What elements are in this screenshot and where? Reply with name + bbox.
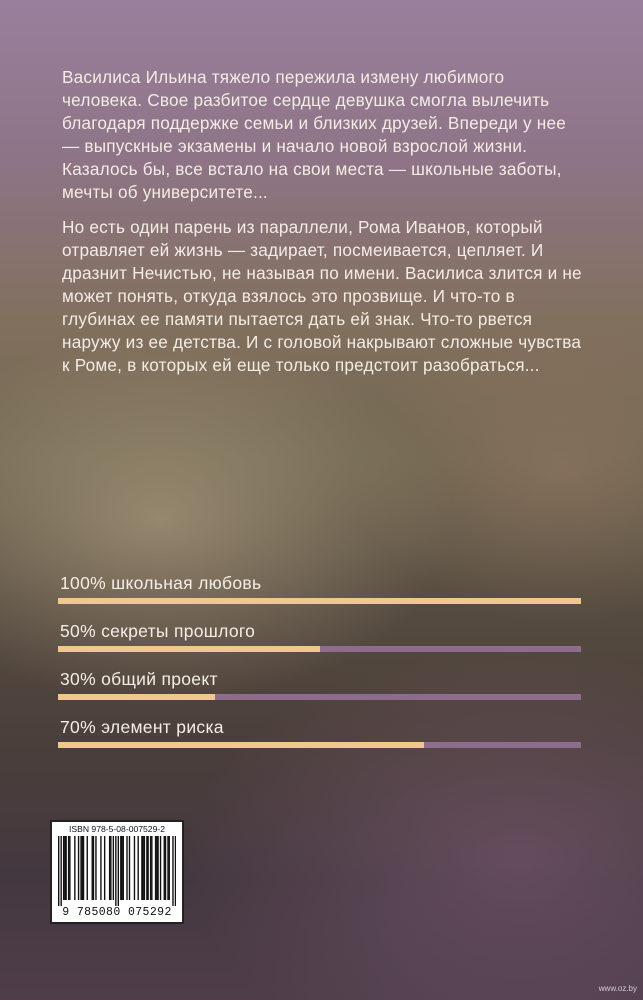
trope-meter	[58, 716, 581, 764]
barcode-bar	[64, 836, 65, 900]
trope-meter-track	[58, 646, 581, 652]
trope-meter-list	[58, 572, 581, 764]
trope-meter-label: 30% общий проект	[60, 669, 218, 689]
barcode-bar	[121, 836, 122, 900]
barcode-bar	[151, 836, 152, 900]
trope-meter	[58, 572, 581, 620]
barcode-bar	[142, 836, 143, 900]
barcode-bar	[120, 836, 121, 900]
description-paragraph-1: Василиса Ильина тяжело пережила измену любимого человека. Свое разбитое сердце девушка смогла вылечить благодаря поддержке семьи и близких друзей. Впереди у нее — выпускные экзамены и начало новой взрослой жизни. Казалось бы, все встало на свои места — школьные заботы, мечты об университете...	[62, 67, 566, 202]
barcode-bar	[60, 836, 61, 906]
barcode-bar	[110, 836, 111, 900]
barcode-bar	[109, 836, 110, 900]
barcode-bar	[165, 836, 166, 900]
trope-meter	[58, 620, 581, 668]
trope-meter-track	[58, 598, 581, 604]
barcode-bar	[83, 836, 84, 900]
barcode-bar	[95, 836, 96, 900]
barcode-bar	[164, 836, 165, 900]
watermark: www.oz.by	[598, 984, 637, 993]
barcode-bar	[134, 836, 135, 900]
barcode-bar	[137, 836, 138, 900]
isbn-barcode	[50, 820, 184, 924]
trope-meter-track	[58, 694, 581, 700]
barcode-bar	[169, 836, 170, 900]
barcode-bar	[58, 836, 59, 906]
trope-meter-fill	[58, 694, 215, 700]
trope-meter-label: 50% секреты прошлого	[60, 621, 256, 641]
barcode-bar	[167, 836, 168, 900]
trope-meter-track	[58, 742, 581, 748]
trope-meter-label: 100% школьная любовь	[60, 573, 262, 593]
barcode-bar	[78, 836, 79, 900]
barcode-bar	[87, 836, 88, 900]
barcode-bar	[113, 836, 114, 900]
barcode-bar	[68, 836, 69, 900]
barcode-bar	[115, 836, 116, 906]
barcode-bar	[123, 836, 124, 900]
barcode-bar	[69, 836, 70, 900]
barcode-bar	[144, 836, 145, 900]
trope-meter-fill	[58, 598, 581, 604]
barcode-bar	[93, 836, 94, 900]
description-paragraph-2: Но есть один парень из параллели, Рома Иванов, который отравляет ей жизнь — задирает, посмеивается, цепляет. И дразнит Нечистью, не называя по имени. Василиса злится и не может понять, откуда взялось это прозвище. И что-то в глубинах ее памяти пытается дать ей знак. Что-то рвется наружу из ее детства. И с головой накрывают сложные чувства к Роме, в которых ей еще только предстоит разобраться...	[62, 217, 582, 375]
isbn-number: ISBN 978-5-08-007529-2	[68, 824, 166, 834]
barcode-bar	[147, 836, 148, 900]
barcode-bar	[157, 836, 158, 900]
barcode-bars	[58, 836, 176, 906]
barcode-bar	[80, 836, 81, 900]
barcode-bar	[129, 836, 130, 900]
barcode-bar	[172, 836, 173, 906]
trope-meter-label: 70% элемент риска	[60, 717, 224, 737]
book-description	[62, 66, 584, 389]
barcode-bar	[100, 836, 101, 900]
barcode-bar	[63, 836, 64, 900]
barcode-bar	[175, 836, 176, 906]
barcode-bar	[150, 836, 151, 900]
barcode-bar	[156, 836, 157, 900]
barcode-bar	[155, 836, 156, 900]
trope-meter-fill	[58, 742, 424, 748]
trope-meter-fill	[58, 646, 320, 652]
barcode-bar	[160, 836, 161, 900]
barcode-bar	[92, 836, 93, 900]
barcode-bar	[104, 836, 105, 900]
barcode-bar	[82, 836, 83, 900]
trope-meter	[58, 668, 581, 716]
barcode-bar	[118, 836, 119, 906]
barcode-bar	[141, 836, 142, 900]
ean-digits: 9 785080 075292	[62, 906, 172, 919]
barcode-bar	[74, 836, 75, 900]
barcode-bar	[146, 836, 147, 900]
barcode-bar	[126, 836, 127, 900]
barcode-bar	[65, 836, 66, 900]
